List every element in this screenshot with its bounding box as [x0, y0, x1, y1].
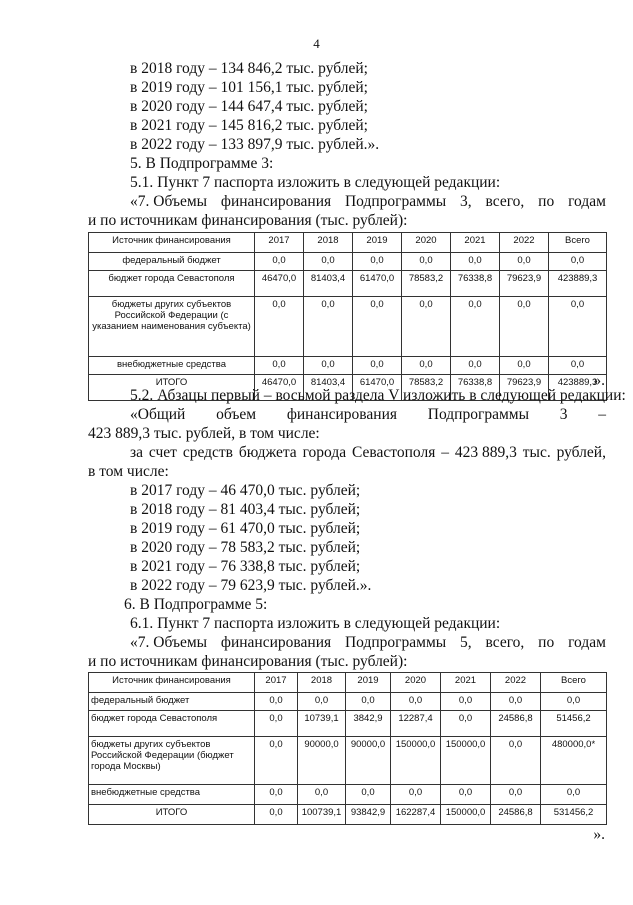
- text-line: в 2018 году – 81 403,4 тыс. рублей;: [130, 501, 361, 518]
- text-line: и по источникам финансирования (тыс. рублей):: [88, 212, 408, 229]
- closing-quote: ».: [593, 826, 605, 843]
- cell: 90000,0: [298, 737, 346, 785]
- cell: 0,0: [255, 737, 298, 785]
- col-header: 2022: [500, 233, 549, 253]
- word: финансирования: [220, 634, 332, 651]
- cell: 0,0: [402, 357, 451, 375]
- col-header: 2019: [353, 233, 402, 253]
- text-line: в 2019 году – 101 156,1 тыс. рублей;: [130, 79, 368, 96]
- text-line: в 2020 году – 144 647,4 тыс. рублей;: [130, 98, 368, 115]
- cell: 162287,4: [391, 805, 441, 825]
- word: 423 889,3: [454, 444, 517, 461]
- word: годам: [568, 634, 606, 651]
- cell: 81403,4: [304, 271, 353, 297]
- cell: 0,0: [346, 693, 391, 711]
- cell: 423889,3: [549, 375, 607, 401]
- cell: 0,0: [353, 253, 402, 271]
- text-line: в 2018 году – 134 846,2 тыс. рублей;: [130, 60, 368, 77]
- row-label: бюджеты других субъектов Российской Федерации (бюджет города Москвы): [89, 737, 255, 785]
- row-label: ИТОГО: [89, 375, 255, 401]
- cell: 0,0: [441, 711, 491, 737]
- word: Подпрограммы: [344, 193, 447, 210]
- text-line: в 2019 году – 61 470,0 тыс. рублей;: [130, 520, 361, 537]
- cell: 93842,9: [346, 805, 391, 825]
- cell: 10739,1: [298, 711, 346, 737]
- cell: 0,0: [298, 693, 346, 711]
- cell: 0,0: [441, 785, 491, 805]
- word: города: [302, 444, 347, 461]
- word: за: [130, 444, 144, 461]
- cell: 0,0: [255, 693, 298, 711]
- cell: 0,0: [491, 737, 541, 785]
- financing-table-subprogram-5: [88, 672, 607, 825]
- cell: 150000,0: [441, 805, 491, 825]
- cell: 24586,8: [491, 805, 541, 825]
- row-label: внебюджетные средства: [89, 357, 255, 375]
- cell: 0,0: [500, 357, 549, 375]
- col-header: Источник финансирования: [89, 233, 255, 253]
- word: –: [598, 406, 606, 423]
- col-header: 2018: [298, 673, 346, 693]
- cell: 90000,0: [346, 737, 391, 785]
- cell: 3842,9: [346, 711, 391, 737]
- text-line: в 2021 году – 76 338,8 тыс. рублей;: [130, 558, 361, 575]
- table-row: [89, 357, 607, 375]
- col-header: 2018: [304, 233, 353, 253]
- word: «7. Объемы: [130, 193, 208, 210]
- text-line: в 2017 году – 46 470,0 тыс. рублей;: [130, 482, 361, 499]
- justified-heading: [130, 193, 606, 211]
- word: «Общий: [130, 406, 186, 423]
- cell: 0,0: [391, 693, 441, 711]
- word: «7. Объемы: [130, 634, 208, 651]
- text-line: в 2022 году – 133 897,9 тыс. рублей.».: [130, 136, 380, 153]
- cell: 0,0: [500, 297, 549, 357]
- cell: 0,0: [304, 253, 353, 271]
- cell: 150000,0: [441, 737, 491, 785]
- cell: 0,0: [549, 297, 607, 357]
- col-header: 2019: [346, 673, 391, 693]
- row-label: федеральный бюджет: [89, 253, 255, 271]
- cell: 150000,0: [391, 737, 441, 785]
- cell: 12287,4: [391, 711, 441, 737]
- word: 3,: [460, 193, 472, 210]
- section-heading: 6. В Подпрограмме 5:: [124, 596, 268, 613]
- cell: 79623,9: [500, 271, 549, 297]
- col-header: 2020: [391, 673, 441, 693]
- cell: 51456,2: [541, 711, 607, 737]
- word: средств: [182, 444, 233, 461]
- table-header-row: [89, 673, 607, 693]
- word: рублей,: [556, 444, 606, 461]
- page-number: 4: [313, 36, 320, 51]
- text-line: и по источникам финансирования (тыс. рублей):: [88, 653, 408, 670]
- cell: 0,0: [255, 357, 304, 375]
- col-header: Всего: [541, 673, 607, 693]
- word: –: [441, 444, 449, 461]
- cell: 79623,9: [500, 375, 549, 401]
- col-header: Источник финансирования: [89, 673, 255, 693]
- word: финансирования: [286, 406, 398, 423]
- text-line: 5.2. Абзацы первый – восьмой раздела V изложить в следующей редакции:: [130, 387, 626, 404]
- word: по: [538, 193, 555, 210]
- word: всего,: [485, 193, 525, 210]
- cell: 0,0: [500, 253, 549, 271]
- text-line: 6.1. Пункт 7 паспорта изложить в следующей редакции:: [130, 615, 501, 632]
- cell: 0,0: [402, 253, 451, 271]
- justified-line: [130, 406, 606, 424]
- text-line: в том числе:: [88, 463, 169, 480]
- cell: 100739,1: [298, 805, 346, 825]
- cell: 0,0: [298, 785, 346, 805]
- cell: 0,0: [402, 297, 451, 357]
- table-row: [89, 737, 607, 785]
- cell: 0,0: [451, 297, 500, 357]
- cell: 0,0: [541, 785, 607, 805]
- cell: 0,0: [541, 693, 607, 711]
- cell: 61470,0: [353, 375, 402, 401]
- cell: 78583,2: [402, 271, 451, 297]
- col-header: Всего: [549, 233, 607, 253]
- cell: 0,0: [549, 253, 607, 271]
- table-row: [89, 271, 607, 297]
- cell: 46470,0: [255, 375, 304, 401]
- row-label: бюджет города Севастополя: [89, 271, 255, 297]
- word: бюджета: [238, 444, 297, 461]
- col-header: 2020: [402, 233, 451, 253]
- word: тыс.: [522, 444, 551, 461]
- row-label: внебюджетные средства: [89, 785, 255, 805]
- col-header: 2021: [441, 673, 491, 693]
- table-row: [89, 711, 607, 737]
- cell: 0,0: [255, 785, 298, 805]
- cell: 0,0: [451, 357, 500, 375]
- cell: 423889,3: [549, 271, 607, 297]
- table-row-total: [89, 805, 607, 825]
- cell: 0,0: [391, 785, 441, 805]
- row-label: бюджеты других субъектов Российской Федерации (с указанием наименования субъекта): [89, 297, 255, 357]
- cell: 0,0: [304, 297, 353, 357]
- financing-table-subprogram-3: [88, 232, 607, 401]
- table-row: [89, 785, 607, 805]
- cell: 0,0: [346, 785, 391, 805]
- col-header: 2017: [255, 233, 304, 253]
- cell: 531456,2: [541, 805, 607, 825]
- table-row: [89, 253, 607, 271]
- cell: 0,0: [491, 693, 541, 711]
- word: финансирования: [220, 193, 332, 210]
- cell: 0,0: [255, 711, 298, 737]
- cell: 480000,0*: [541, 737, 607, 785]
- word: годам: [568, 193, 606, 210]
- cell: 76338,8: [451, 375, 500, 401]
- word: по: [538, 634, 555, 651]
- cell: 0,0: [549, 357, 607, 375]
- cell: 78583,2: [402, 375, 451, 401]
- justified-heading: [130, 634, 606, 652]
- text-line: 5.1. Пункт 7 паспорта изложить в следующей редакции:: [130, 174, 501, 191]
- table-row: [89, 693, 607, 711]
- table-row: [89, 297, 607, 357]
- text-line: в 2022 году – 79 623,9 тыс. рублей.».: [130, 577, 372, 594]
- text-line: 423 889,3 тыс. рублей, в том числе:: [88, 425, 320, 442]
- word: всего,: [485, 634, 525, 651]
- cell: 0,0: [304, 357, 353, 375]
- word: Подпрограммы: [427, 406, 529, 423]
- closing-quote: ».: [593, 372, 605, 389]
- cell: 76338,8: [451, 271, 500, 297]
- justified-line: [130, 444, 606, 462]
- section-heading: 5. В Подпрограмме 3:: [130, 155, 274, 172]
- cell: 61470,0: [353, 271, 402, 297]
- cell: 81403,4: [304, 375, 353, 401]
- cell: 0,0: [255, 297, 304, 357]
- word: Подпрограммы: [344, 634, 447, 651]
- cell: 24586,8: [491, 711, 541, 737]
- text-line: в 2020 году – 78 583,2 тыс. рублей;: [130, 539, 361, 556]
- row-label: бюджет города Севастополя: [89, 711, 255, 737]
- row-label: ИТОГО: [89, 805, 255, 825]
- cell: 0,0: [451, 253, 500, 271]
- text-line: в 2021 году – 145 816,2 тыс. рублей;: [130, 117, 368, 134]
- row-label: федеральный бюджет: [89, 693, 255, 711]
- cell: 0,0: [441, 693, 491, 711]
- cell: 0,0: [255, 253, 304, 271]
- cell: 0,0: [353, 297, 402, 357]
- cell: 46470,0: [255, 271, 304, 297]
- cell: 0,0: [491, 785, 541, 805]
- cell: 0,0: [255, 805, 298, 825]
- col-header: 2022: [491, 673, 541, 693]
- word: 3: [559, 406, 568, 423]
- cell: 0,0: [353, 357, 402, 375]
- col-header: 2017: [255, 673, 298, 693]
- table-header-row: [89, 233, 607, 253]
- word: объем: [216, 406, 257, 423]
- word: счет: [148, 444, 177, 461]
- word: 5,: [460, 634, 472, 651]
- word: Севастополя: [352, 444, 436, 461]
- col-header: 2021: [451, 233, 500, 253]
